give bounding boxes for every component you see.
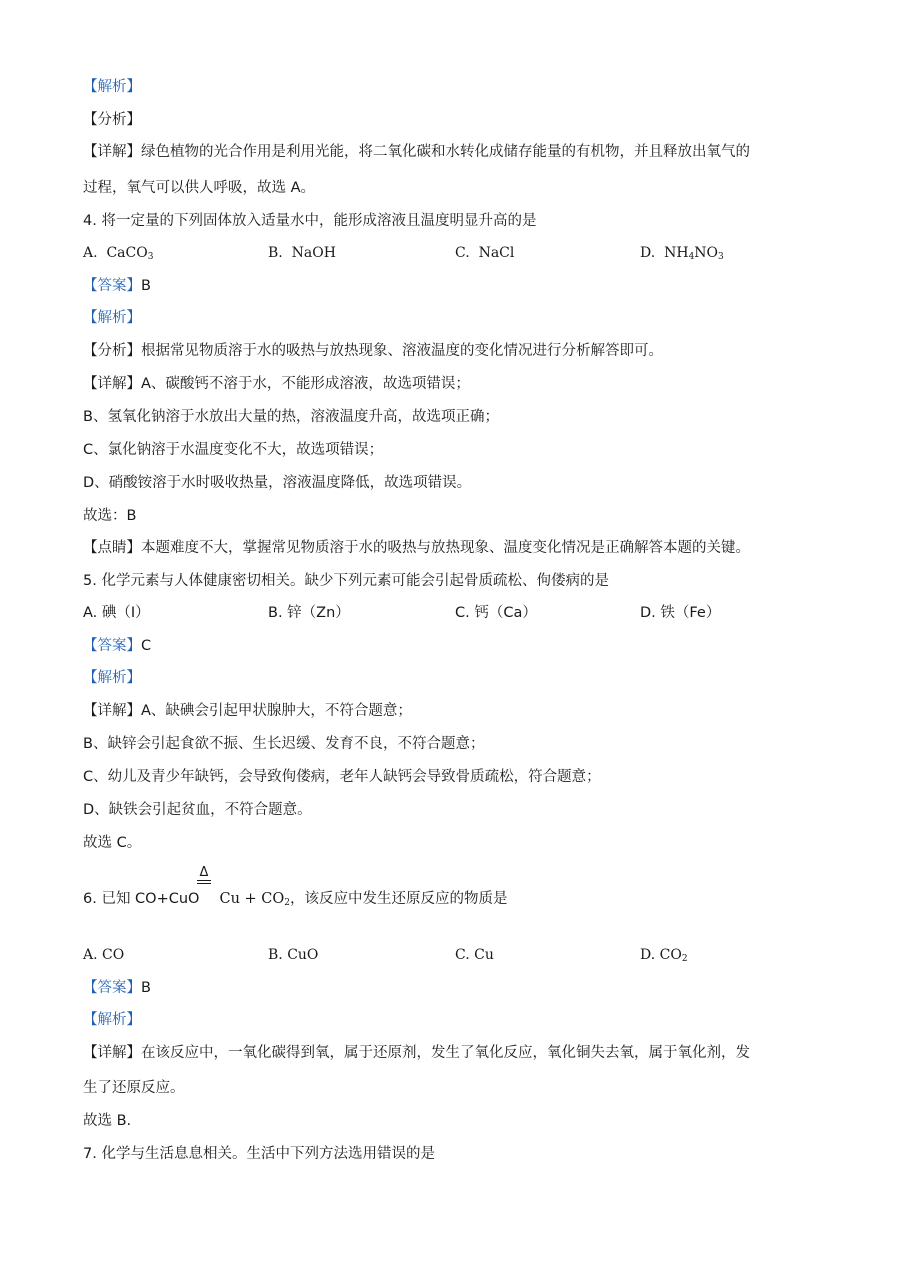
q6-option-a: A. CO [83,947,125,963]
detail-tag: 【详解】 [83,1045,141,1061]
comment-tag: 【点睛】 [83,540,141,556]
detail-text: 在该反应中，一氧化碳得到氧，属于还原剂，发生了氧化反应，氧化铜失去氧，属于氧化剂，发 [141,1045,750,1061]
choice-6: 故选 B. [83,1113,132,1129]
q5-option-a: A. 碘（I） [83,605,150,621]
detail-5-c: C、幼儿及青少年缺钙，会导致佝偻病，老年人缺钙会导致骨质疏松，符合题意； [83,769,601,785]
fenxi-text: 根据常见物质溶于水的吸热与放热现象、溶液温度的变化情况进行分析解答即可。 [141,343,663,359]
detail-tag: 【详解】 [83,376,141,392]
detail-line-cont: 过程，氧气可以供人呼吸，故选 A。 [83,180,316,196]
choice-5: 故选 C。 [83,835,142,851]
question-4: 4. 将一定量的下列固体放入适量水中，能形成溶液且温度明显升高的是 [83,213,537,229]
analysis-tag-6: 【解析】 [83,1012,141,1028]
detail-4-b: B、氢氧化钠溶于水放出大量的热，溶液温度升高，故选项正确； [83,409,499,425]
answer-value: B [141,980,151,996]
detail-5 [83,701,412,721]
answer-5 [83,636,151,656]
answer-value: C [141,638,152,654]
detail-text: 绿色植物的光合作用是利用光能，将二氧化碳和水转化成储存能量的有机物，并且释放出氧气的 [141,144,750,160]
q5-option-d: D. 铁（Fe） [640,605,721,621]
analysis-tag: 【解析】 [83,79,141,95]
answer-tag: 【答案】 [83,278,141,294]
detail-5-b: B、缺锌会引起食欲不振、生长迟缓、发育不良，不符合题意； [83,736,485,752]
fenxi-4 [83,341,663,361]
fenxi-tag: 【分析】 [83,343,141,359]
comment-text: 本题难度不大，掌握常见物质溶于水的吸热与放热现象、温度变化情况是正确解答本题的关键。 [141,540,750,556]
question-7: 7. 化学与生活息息相关。生活中下列方法选用错误的是 [83,1146,435,1162]
analysis-tag-5: 【解析】 [83,670,141,686]
detail-line [83,142,750,162]
question-5: 5. 化学元素与人体健康密切相关。缺少下列元素可能会引起骨质疏松、佝偻病的是 [83,573,609,589]
reaction-condition [196,866,212,884]
answer-4 [83,276,151,296]
q6-option-c: C. Cu [455,947,494,963]
q6-option-b: B. CuO [268,947,319,963]
fenxi-tag: 【分析】 [83,112,141,128]
answer-6 [83,978,151,998]
question-6: 6. 已知 CO+CuO $Cu + CO_2$，该反应中发生还原反应的物质是 [83,891,508,908]
q4-option-c: C. NaCl [455,245,515,261]
detail-text: A、碳酸钙不溶于水，不能形成溶液，故选项错误； [141,376,470,392]
q6-option-d: D. $CO_2$ [640,947,688,964]
answer-tag: 【答案】 [83,980,141,996]
detail-6-cont: 生了还原反应。 [83,1080,185,1096]
detail-6 [83,1043,750,1063]
detail-5-d: D、缺铁会引起贫血，不符合题意。 [83,802,312,818]
q4-option-d: D. $NH_4NO_3$ [640,245,724,262]
detail-tag: 【详解】 [83,144,141,160]
analysis-tag-4: 【解析】 [83,310,141,326]
detail-4-d: D、硝酸铵溶于水时吸收热量，溶液温度降低，故选项错误。 [83,475,472,491]
answer-tag: 【答案】 [83,638,141,654]
detail-text: A、缺碘会引起甲状腺肿大，不符合题意； [141,703,412,719]
comment-4 [83,538,750,558]
q5-option-c: C. 钙（Ca） [455,605,537,621]
detail-4 [83,374,470,394]
choice-4: 故选：B [83,508,137,524]
detail-4-c: C、氯化钠溶于水温度变化不大，故选项错误； [83,442,384,458]
detail-tag: 【详解】 [83,703,141,719]
q5-option-b: B. 锌（Zn） [268,605,350,621]
heat-symbol: Δ [199,865,209,880]
q4-option-b: B. NaOH [268,245,336,261]
answer-value: B [141,278,151,294]
q4-option-a: A. CaCO$_3$ [83,245,154,262]
